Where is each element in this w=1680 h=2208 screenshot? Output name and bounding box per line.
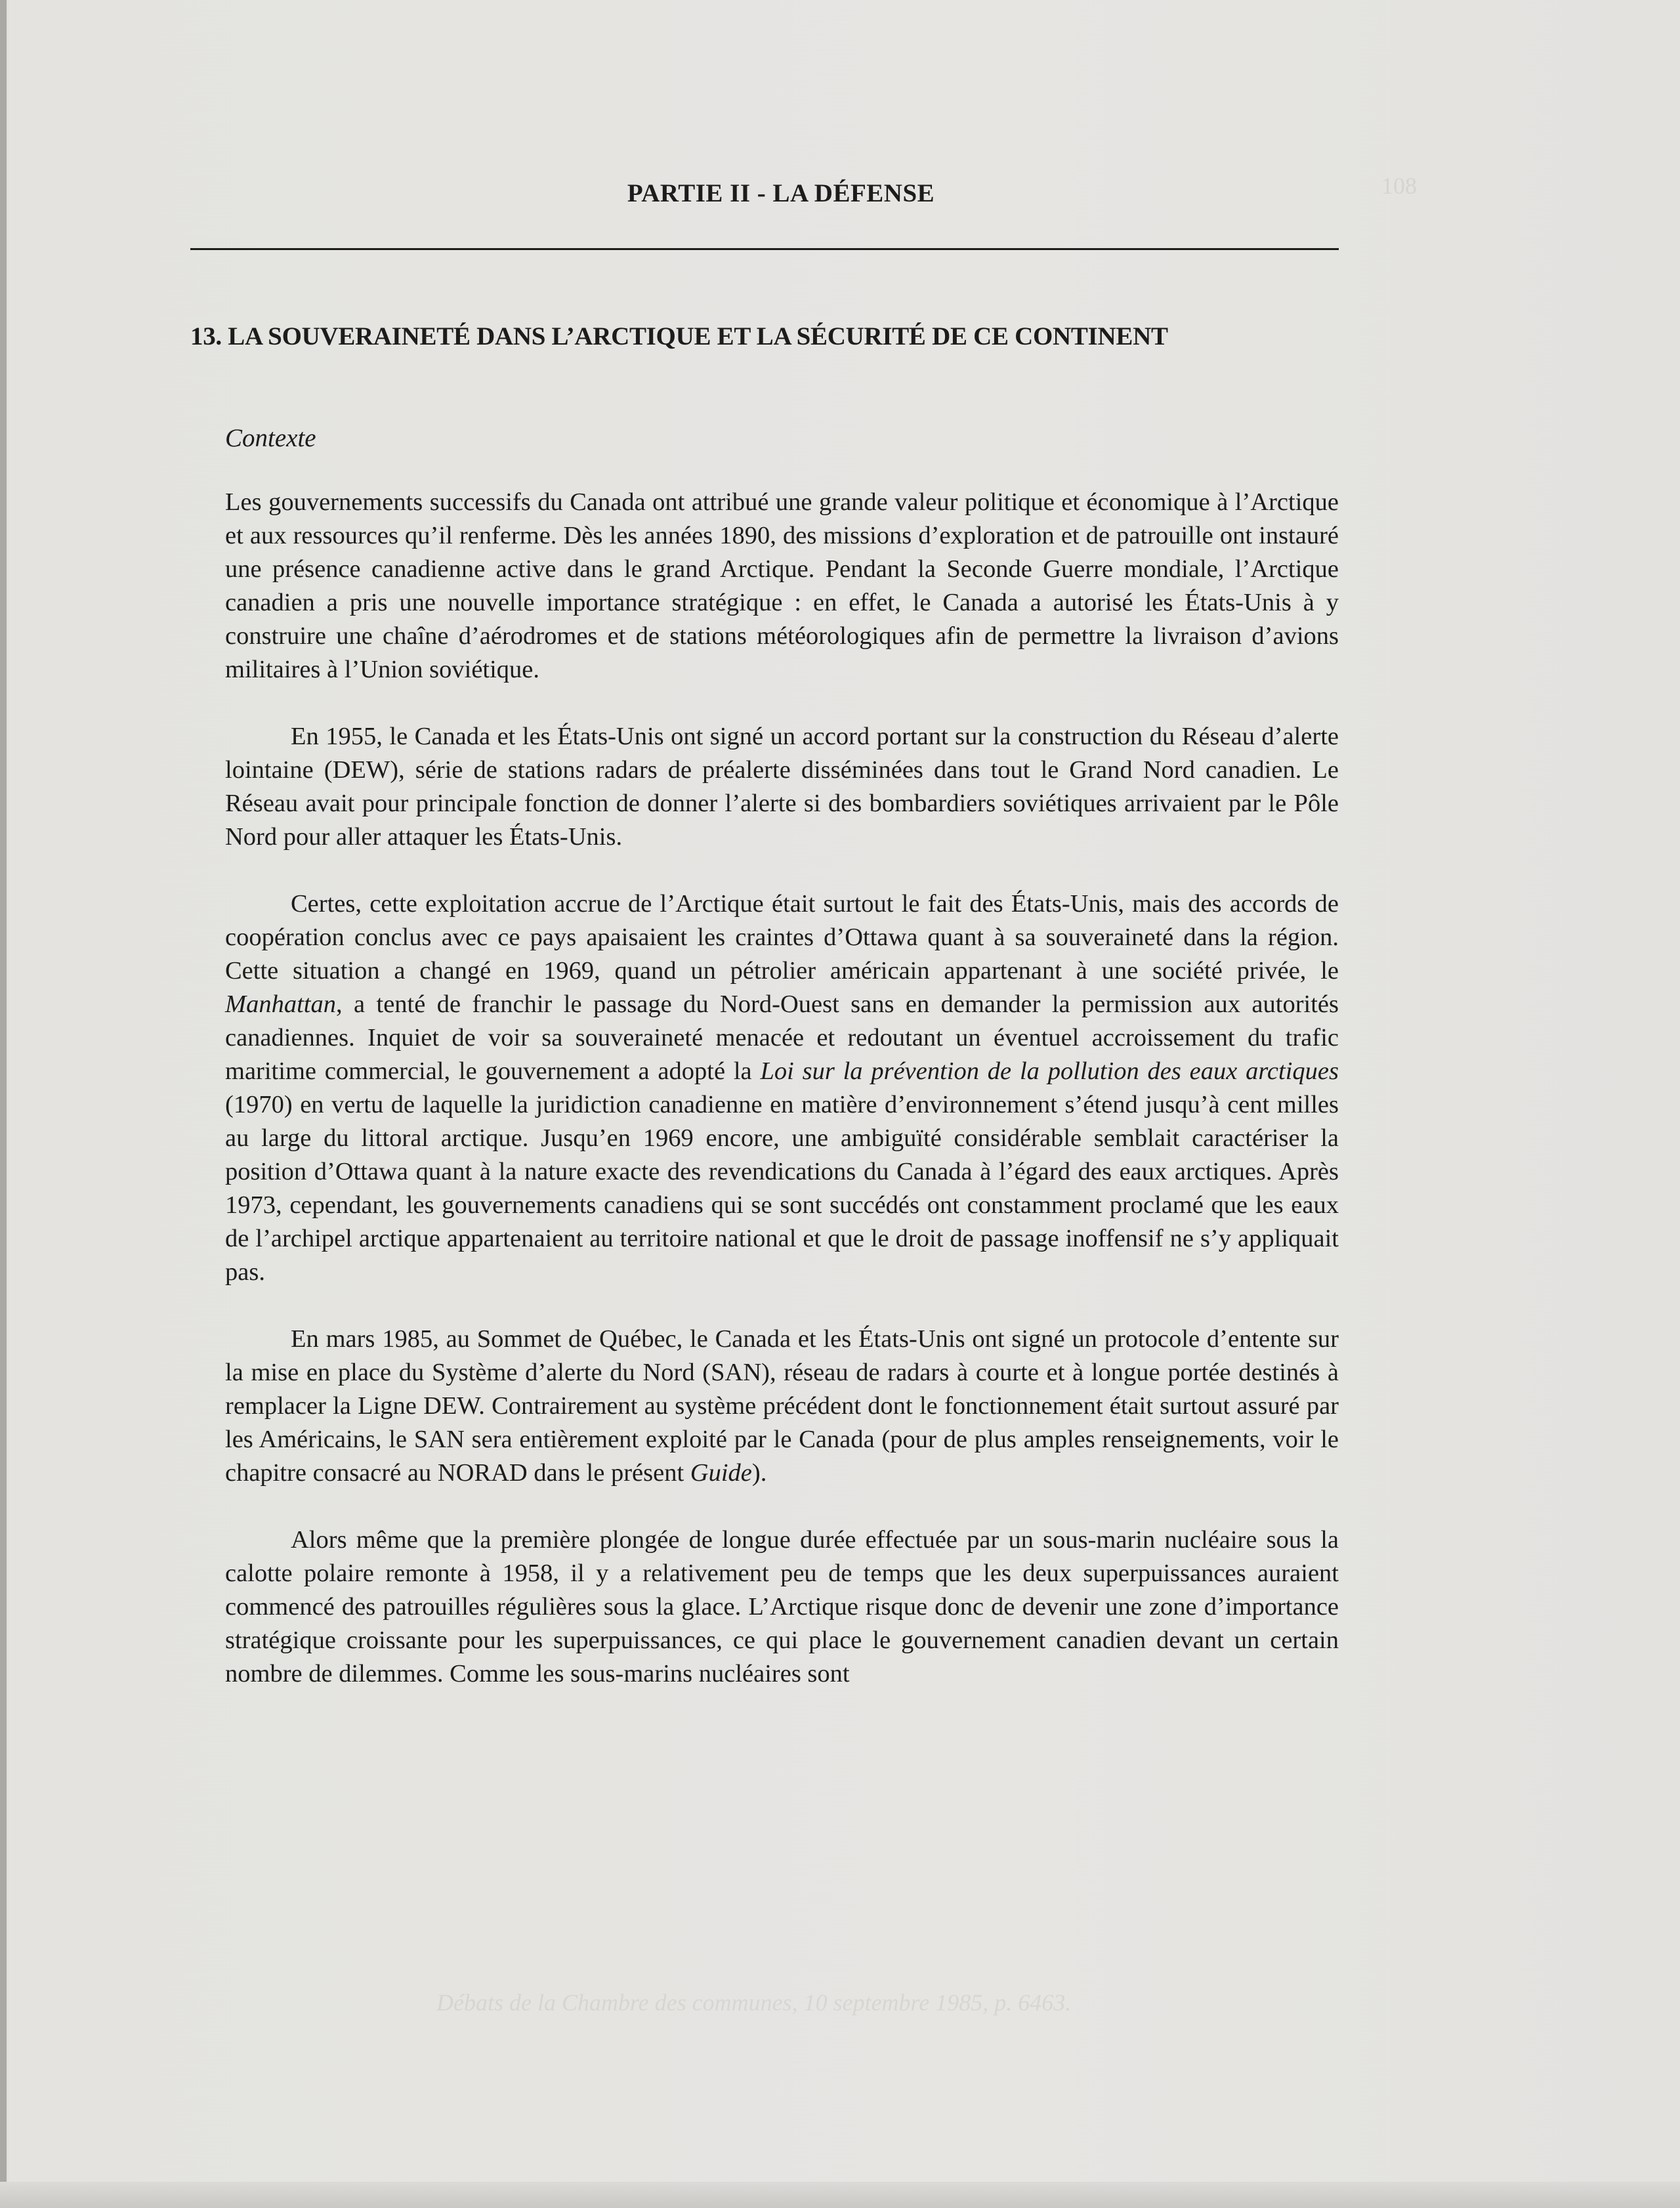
ship-name: Manhattan (225, 990, 336, 1018)
show-through-footnote: Débats de la Chambre des communes, 10 septembre 1985, p. 6463. (436, 1989, 1072, 2016)
page-left-edge (0, 0, 7, 2208)
paragraph-4-text-b: ). (751, 1459, 767, 1487)
guide-title: Guide (690, 1459, 752, 1487)
paragraph-4 (225, 1323, 1339, 1490)
body-text (225, 486, 1339, 1724)
paragraph-4-text-a: En mars 1985, au Sommet de Québec, le Canada et les États-Unis ont signé un protocole d’entente sur la mise en place du Système d’alerte du Nord (SAN), réseau de radars à courte et à longue portée destinés à remplacer la Ligne DEW. Contrairement au système précédent dont le fonctionnement était surtout assuré par les Américains, le SAN sera entièrement exploité par le Canada (pour de plus amples renseignements, voir le chapitre consacré au NORAD dans le présent (225, 1325, 1339, 1487)
paragraph-5: Alors même que la première plongée de longue durée effectuée par un sous-marin nucléaire sous la calotte polaire remonte à 1958, il y a relativement peu de temps que les deux superpuissances auraient commencé des patrouilles régulières sous la glace. L’Arctique risque donc de devenir une zone d’importance stratégique croissante pour les superpuissances, ce qui place le gouvernement canadien devant un certain nombre de dilemmes. Comme les sous-marins nucléaires sont (225, 1526, 1339, 1688)
header-rule (190, 248, 1339, 250)
paragraph-3-text-b: , a tenté de franchir le passage du Nord-Ouest sans en demander la permission aux autorités canadiennes. Inquiet de voir sa souveraineté menacée et redoutant un éventuel accroissement du trafic maritime commercial, le gouvernement a adopté la (225, 990, 1339, 1085)
paragraph-3-text-a: Certes, cette exploitation accrue de l’Arctique était surtout le fait des États-Unis, mais des accords de coopération conclus avec ce pays apaisaient les craintes d’Ottawa quant à sa souveraineté dans la région. Cette situation a changé en 1969, quand un pétrolier américain appartenant à une société privée, le (225, 890, 1339, 985)
paragraph-1: Les gouvernements successifs du Canada ont attribué une grande valeur politique et économique à l’Arctique et aux ressources qu’il renferme. Dès les années 1890, des missions d’exploration et de patrouille ont instauré une présence canadienne active dans le grand Arctique. Pendant la Seconde Guerre mondiale, l’Arctique canadien a pris une nouvelle importance stratégique : en effet, le Canada a autorisé les États-Unis à y construire une chaîne d’aérodromes et de stations météorologiques afin de permettre la livraison d’avions militaires à l’Union soviétique. (225, 488, 1339, 683)
part-header: PARTIE II - LA DÉFENSE (627, 179, 935, 207)
law-title: Loi sur la prévention de la pollution des eaux arctiques (760, 1057, 1339, 1085)
paragraph-3-text-c: (1970) en vertu de laquelle la juridiction canadienne en matière d’environnement s’étend jusqu’à cent milles au large du littoral arctique. Jusqu’en 1969 encore, une ambiguïté considérable semblait caractériser la position d’Ottawa quant à la nature exacte des revendications du Canada à l’égard des eaux arctiques. Après 1973, cependant, les gouvernements canadiens qui se sont succédés ont constamment proclamé que les eaux de l’archipel arctique appartenaient au territoire national et que le droit de passage inoffensif ne s’y appliquait pas. (225, 1091, 1339, 1286)
show-through-page-number: 108 (1381, 173, 1417, 199)
paragraph-2: En 1955, le Canada et les États-Unis ont signé un accord portant sur la construction du Réseau d’alerte lointaine (DEW), série de stations radars de préalerte disséminées dans tout le Grand Nord canadien. Le Réseau avait pour principale fonction de donner l’alerte si des bombardiers soviétiques arrivaient par le Pôle Nord pour aller attaquer les États-Unis. (225, 723, 1339, 851)
page-bottom-edge (0, 2182, 1680, 2208)
chapter-title: 13. LA SOUVERAINETÉ DANS L’ARCTIQUE ET LA SÉCURITÉ DE CE CONTINENT (190, 322, 1168, 350)
section-heading: Contexte (225, 424, 316, 452)
paragraph-3 (225, 887, 1339, 1289)
